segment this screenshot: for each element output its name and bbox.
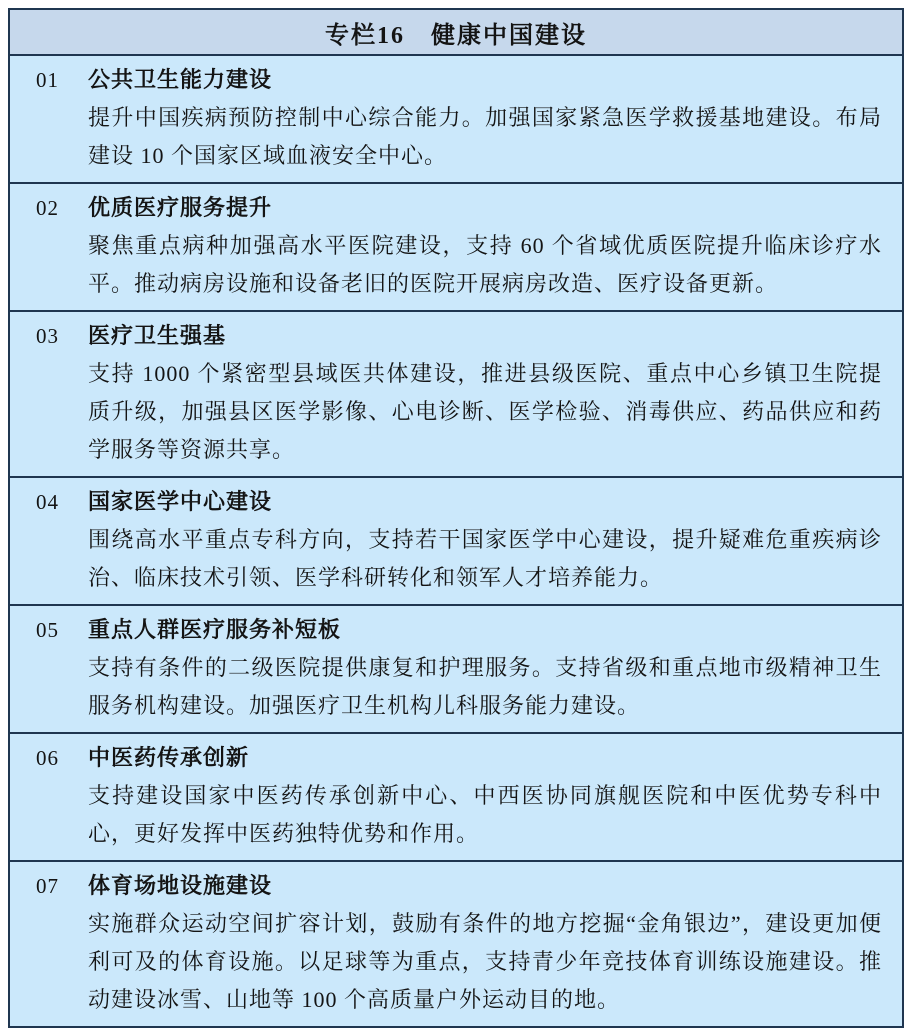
section-row <box>10 732 902 860</box>
section-number: 05 <box>36 618 59 642</box>
section-number: 04 <box>36 490 59 514</box>
panel-header <box>10 10 902 56</box>
section-number: 07 <box>36 874 59 898</box>
section-title: 体育场地设施建设 <box>88 873 273 898</box>
section-number: 03 <box>36 324 59 348</box>
section-row <box>10 182 902 310</box>
column-panel <box>8 8 904 1028</box>
section-title: 医疗卫生强基 <box>88 323 227 348</box>
section-row <box>10 56 902 182</box>
panel-title: 专栏16 健康中国建设 <box>325 22 587 49</box>
section-number: 02 <box>36 196 59 220</box>
section-number: 01 <box>36 68 59 92</box>
section-title: 中医药传承创新 <box>88 745 250 770</box>
section-body: 支持 1000 个紧密型县域医共体建设，推进县级医院、重点中心乡镇卫生院提质升级，加强县区医学影像、心电诊断、医学检验、消毒供应、药品供应和药学服务等资源共享。 <box>88 361 882 462</box>
section-row <box>10 860 902 1026</box>
section-row <box>10 310 902 476</box>
section-body: 支持有条件的二级医院提供康复和护理服务。支持省级和重点地市级精神卫生服务机构建设。加强医疗卫生机构儿科服务能力建设。 <box>88 655 882 718</box>
section-title: 优质医疗服务提升 <box>88 195 273 220</box>
section-title: 重点人群医疗服务补短板 <box>88 617 342 642</box>
section-number: 06 <box>36 746 59 770</box>
sections-list <box>10 56 902 1026</box>
section-body: 实施群众运动空间扩容计划，鼓励有条件的地方挖掘“金角银边”，建设更加便利可及的体育设施。以足球等为重点，支持青少年竞技体育训练设施建设。推动建设冰雪、山地等 100 个高质量户外运动目的地。 <box>88 911 882 1012</box>
section-body: 聚焦重点病种加强高水平医院建设，支持 60 个省域优质医院提升临床诊疗水平。推动病房设施和设备老旧的医院开展病房改造、医疗设备更新。 <box>88 233 882 296</box>
section-row <box>10 476 902 604</box>
section-body: 围绕高水平重点专科方向，支持若干国家医学中心建设，提升疑难危重疾病诊治、临床技术引领、医学科研转化和领军人才培养能力。 <box>88 527 882 590</box>
section-body: 支持建设国家中医药传承创新中心、中西医协同旗舰医院和中医优势专科中心，更好发挥中医药独特优势和作用。 <box>88 783 882 846</box>
section-body: 提升中国疾病预防控制中心综合能力。加强国家紧急医学救援基地建设。布局建设 10 个国家区域血液安全中心。 <box>88 105 882 168</box>
section-title: 公共卫生能力建设 <box>88 67 273 92</box>
section-title: 国家医学中心建设 <box>88 489 273 514</box>
section-row <box>10 604 902 732</box>
